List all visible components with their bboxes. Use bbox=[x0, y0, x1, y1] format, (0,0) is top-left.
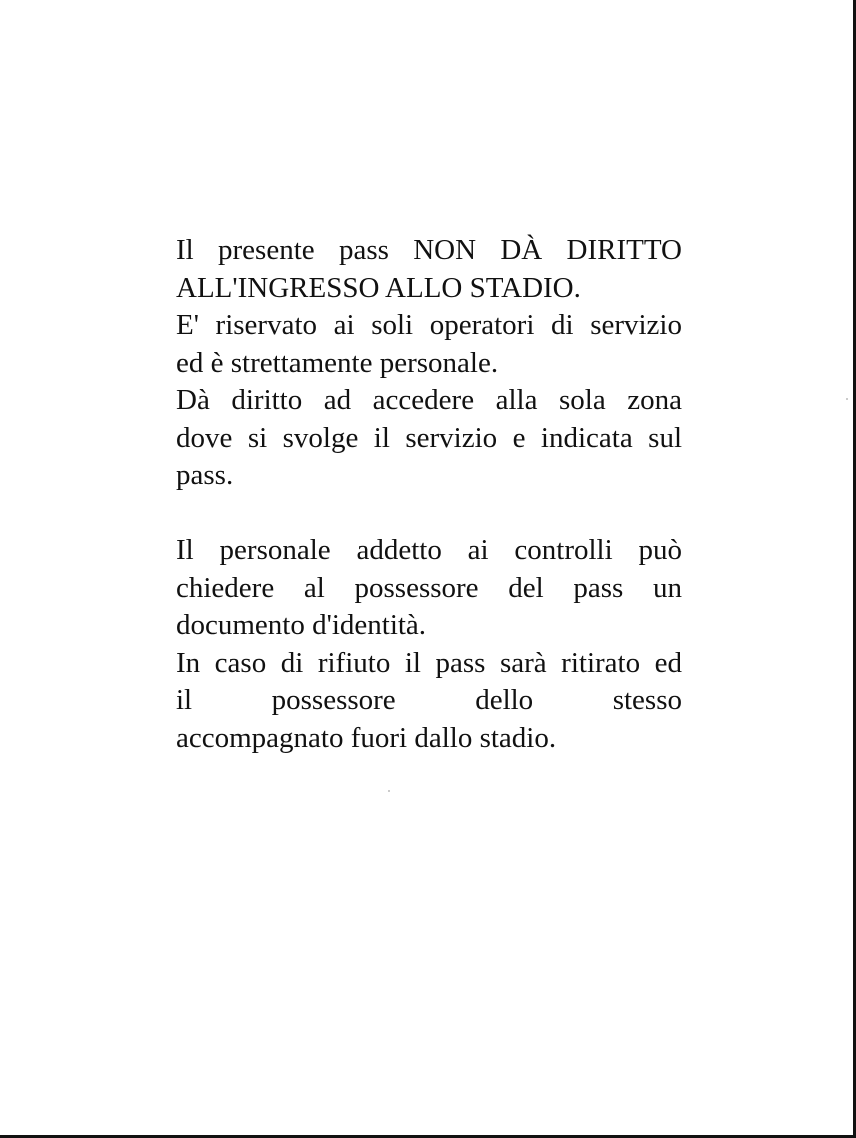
notice-line: Il presente pass NON DÀ DIRITTO bbox=[176, 234, 682, 266]
notice-line: chiedere al possessore del pass un bbox=[176, 571, 682, 604]
notice-line: documento d'identità. bbox=[176, 609, 427, 641]
notice-line: Il personale addetto ai controlli può bbox=[176, 534, 682, 566]
notice-paragraph-2 bbox=[176, 532, 682, 757]
notice-line: dove si svolge il servizio e indicata sul bbox=[176, 421, 682, 454]
notice-line: ed è strettamente personale. bbox=[176, 346, 499, 379]
notice-line: il possessore dello stesso bbox=[176, 684, 682, 716]
paper-speck bbox=[388, 790, 390, 792]
notice-line: Dà diritto ad accedere alla sola zona bbox=[176, 384, 682, 416]
notice-line: E' riservato ai soli operatori di servizio bbox=[176, 309, 682, 341]
notice-line: accompagnato fuori dallo stadio. bbox=[176, 721, 557, 754]
paper-speck bbox=[846, 398, 848, 400]
notice-text bbox=[176, 232, 682, 757]
paragraph-gap bbox=[176, 495, 682, 533]
notice-line: ALL'INGRESSO ALLO STADIO. bbox=[176, 271, 581, 304]
notice-line: In caso di rifiuto il pass sarà ritirato ed bbox=[176, 646, 682, 679]
notice-line: pass. bbox=[176, 459, 234, 491]
notice-paragraph-1 bbox=[176, 232, 682, 495]
